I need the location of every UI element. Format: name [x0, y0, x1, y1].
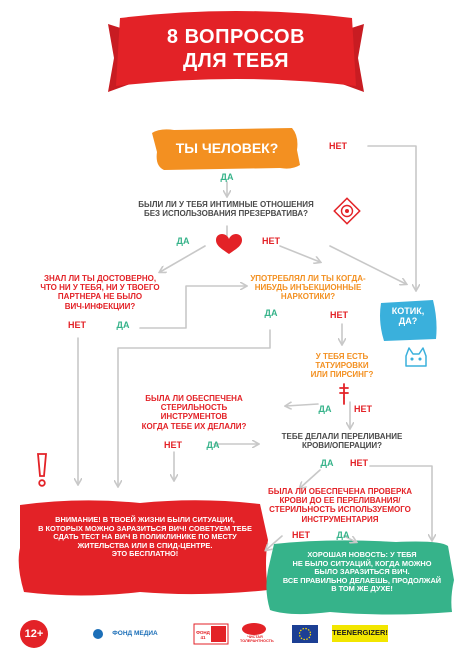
age-rating: 12+ — [24, 628, 44, 640]
exclamation-icon — [38, 454, 46, 486]
q3-yes: ДА — [116, 320, 130, 330]
q5-no: НЕТ — [354, 404, 372, 414]
logo-teenergizer: TEENERGIZER! — [332, 628, 388, 637]
q6-yes: ДА — [206, 440, 220, 450]
warning-text: ВНИМАНИЕ! В ТВОЕЙ ЖИЗНИ БЫЛИ СИТУАЦИИ, В КОТОРЫХ МОЖНО ЗАРАЗИТЬСЯ ВИЧ! СОВЕТУЕМ ТЕБЕ СДАТЬ ТЕСТ НА ВИЧ В ПОЛИКЛИНИКЕ ПО МЕСТУ ЖИТЕЛЬСТВА ИЛИ В СПИД-ЦЕНТРЕ. ЭТО БЕСПЛАТНО! — [38, 515, 252, 559]
logo-chistaya: ЧИСТАЯ ТОЛЕРАНТНОСТЬ — [240, 635, 274, 643]
title-line2: ДЛЯ ТЕБЯ — [182, 50, 290, 72]
logo-lips — [242, 623, 266, 635]
q5-yes: ДА — [318, 404, 332, 414]
q6-text: БЫЛА ЛИ ОБЕСПЕЧЕНА СТЕРИЛЬНОСТЬ ИНСТРУМЕНТОВ КОГДА ТЕБЕ ИХ ДЕЛАЛИ? — [141, 394, 247, 431]
q8-no: НЕТ — [292, 530, 310, 540]
eu-flag-icon — [292, 625, 318, 643]
q2-yes: ДА — [176, 236, 190, 246]
q4-yes: ДА — [264, 308, 278, 318]
q8-text: БЫЛА ЛИ ОБЕСПЕЧЕНА ПРОВЕРКА КРОВИ ДО ЕЕ ПЕРЕЛИВАНИЯ/ СТЕРИЛЬНОСТЬ ИСПОЛЬЗУЕМОГО ИНСТРУМЕНТАРИЯ — [268, 487, 412, 524]
q2-text: БЫЛИ ЛИ У ТЕБЯ ИНТИМНЫЕ ОТНОШЕНИЯ БЕЗ ИСПОЛЬЗОВАНИЯ ПРЕЗЕРВАТИВА? — [138, 200, 314, 219]
logo-fond-media-mark — [93, 629, 103, 639]
q1-no: НЕТ — [329, 141, 347, 151]
good-news-text: ХОРОШАЯ НОВОСТЬ: У ТЕБЯ НЕ БЫЛО СИТУАЦИЙ, КОГДА МОЖНО БЫЛО ЗАРАЗИТЬСЯ ВИЧ. ВСЕ ПРАВИЛЬНО ДЕЛАЕШЬ, ПРОДОЛЖАЙ В ТОМ ЖЕ ДУХЕ! — [282, 550, 442, 594]
q3-text: ЗНАЛ ЛИ ТЫ ДОСТОВЕРНО, ЧТО НИ У ТЕБЯ, НИ У ТВОЕГО ПАРТНЕРА НЕ БЫЛО ВИЧ-ИНФЕКЦИИ? — [40, 274, 160, 311]
q7-yes: ДА — [320, 458, 334, 468]
q1-yes: ДА — [220, 172, 234, 182]
q2-no: НЕТ — [262, 236, 280, 246]
q8-yes: ДА — [336, 530, 350, 540]
q4-text: УПОТРЕБЛЯЛ ЛИ ТЫ КОГДА- НИБУДЬ ИНЪЕКЦИОННЫЕ НАРКОТИКИ? — [250, 274, 366, 302]
cat-icon — [406, 348, 426, 366]
q7-no: НЕТ — [350, 458, 368, 468]
q4-no: НЕТ — [330, 310, 348, 320]
logo-fond-media: ФОНД МЕДИА — [112, 630, 158, 637]
q7-text: ТЕБЕ ДЕЛАЛИ ПЕРЕЛИВАНИЕ КРОВИ/ОПЕРАЦИИ? — [281, 432, 403, 451]
logo-fond-41-text: ФОНД 41 — [196, 630, 210, 641]
cat-text: КОТИК, ДА? — [391, 306, 425, 327]
q5-text: У ТЕБЯ ЕСТЬ ТАТУИРОВКИ ИЛИ ПИРСИНГ? — [310, 352, 374, 380]
title-line1: 8 ВОПРОСОВ — [166, 26, 306, 48]
q3-no: НЕТ — [68, 320, 86, 330]
q6-no: НЕТ — [164, 440, 182, 450]
heart-icon — [216, 234, 242, 254]
tattoo-needle-icon — [340, 384, 348, 404]
q1-text: ТЫ ЧЕЛОВЕК? — [175, 140, 279, 156]
